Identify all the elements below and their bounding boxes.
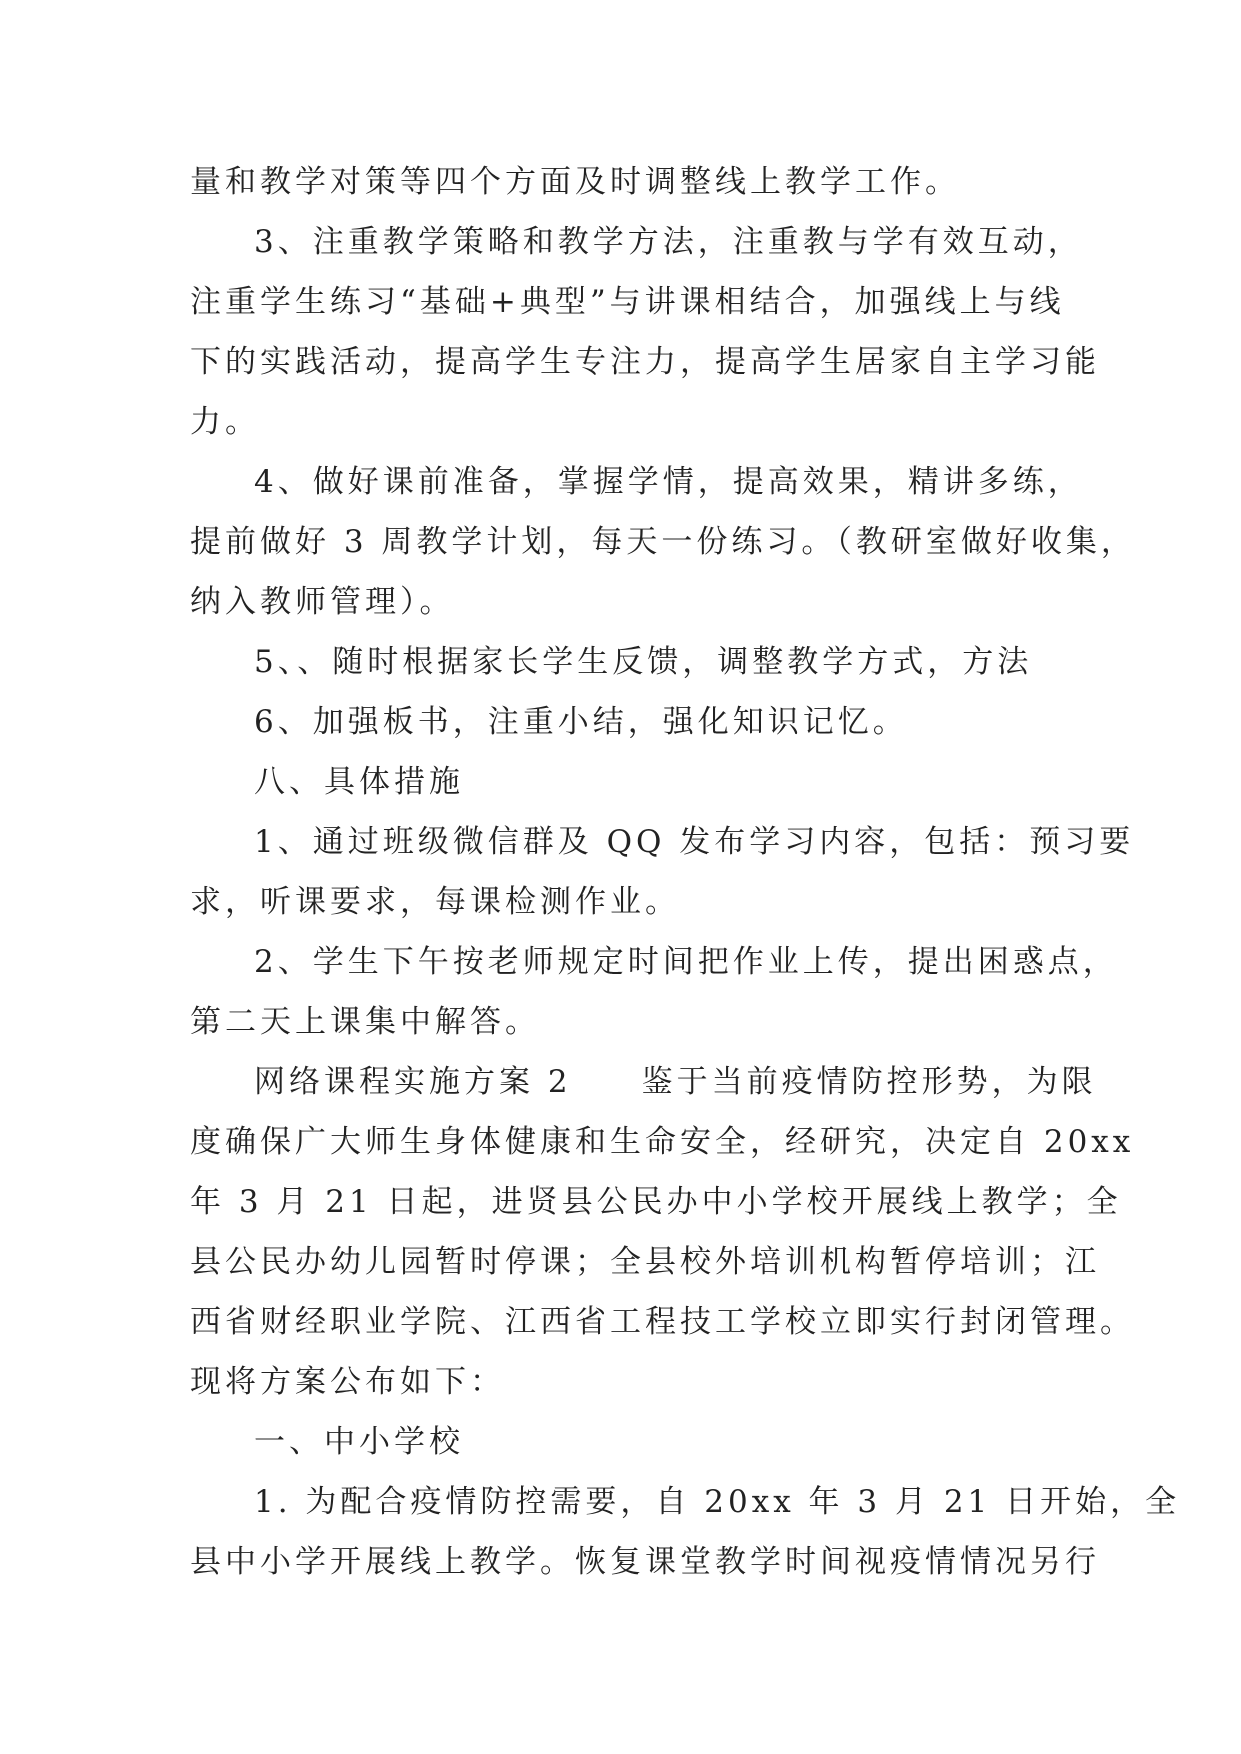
paragraph-line: 提前做好 3 周教学计划，每天一份练习。（教研室做好收集， [190,524,1136,560]
paragraph-line: 现将方案公布如下： [190,1364,505,1400]
paragraph-line: 西省财经职业学院、江西省工程技工学校立即实行封闭管理。 [190,1304,1135,1340]
paragraph-line: 注重学生练习“基础+典型”与讲课相结合，加强线上与线 [190,284,1065,320]
paragraph-line: 1、通过班级微信群及 QQ 发布学习内容，包括：预习要 [254,824,1135,860]
paragraph-line: 年 3 月 21 日起，进贤县公民办中小学校开展线上教学；全 [190,1184,1122,1220]
paragraph-line: 1. 为配合疫情防控需要，自 20xx 年 3 月 21 日开始，全 [254,1484,1181,1520]
paragraph-line: 4、做好课前准备，掌握学情，提高效果，精讲多练， [254,464,1083,500]
paragraph-line: 网络课程实施方案 2 鉴于当前疫情防控形势，为限 [254,1064,1097,1100]
paragraph-line: 县中小学开展线上教学。恢复课堂教学时间视疫情情况另行 [190,1544,1100,1580]
paragraph-line: 纳入教师管理）。 [190,584,455,620]
paragraph-line: 县公民办幼儿园暂时停课；全县校外培训机构暂停培训；江 [190,1244,1100,1280]
paragraph-line: 6、加强板书，注重小结，强化知识记忆。 [254,704,908,740]
section-heading: 八、具体措施 [254,764,464,800]
paragraph-line: 求，听课要求，每课检测作业。 [190,884,680,920]
paragraph-line: 第二天上课集中解答。 [190,1004,540,1040]
paragraph-line: 3、注重教学策略和教学方法，注重教与学有效互动， [254,224,1083,260]
paragraph-line: 5、、随时根据家长学生反馈，调整教学方式，方法 [254,644,1033,680]
paragraph-line: 度确保广大师生身体健康和生命安全，经研究，决定自 20xx [190,1124,1135,1160]
paragraph-line: 力。 [190,404,260,440]
section-heading: 一、中小学校 [254,1424,464,1460]
paragraph-line: 2、学生下午按老师规定时间把作业上传，提出困惑点， [254,944,1118,980]
paragraph-line: 下的实践活动，提高学生专注力，提高学生居家自主学习能 [190,344,1100,380]
paragraph-line: 量和教学对策等四个方面及时调整线上教学工作。 [190,164,960,200]
